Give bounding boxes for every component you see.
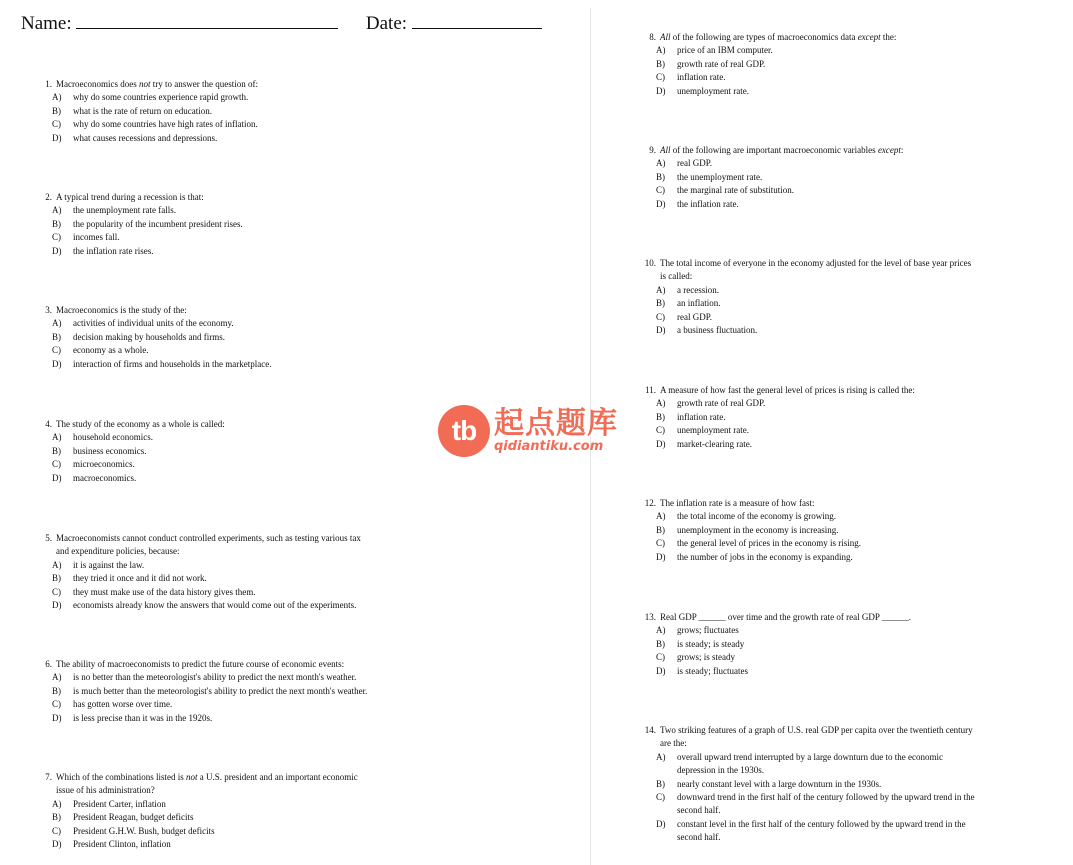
question-13 (637, 611, 911, 678)
option-text: the total income of the economy is growing. (677, 511, 836, 522)
answer-option-d (52, 712, 367, 725)
option-letter: C) (656, 792, 665, 803)
answer-option-a (656, 44, 896, 57)
question-number: 5. (45, 533, 52, 543)
question-stem (642, 31, 896, 44)
option-letter: B) (52, 685, 61, 696)
question-text: The study of the economy as a whole is called: (56, 419, 225, 429)
answer-option-c (656, 71, 896, 84)
option-text: constant level in the first half of the century followed by the upward trend in the second half. (677, 818, 966, 843)
option-letter: A) (656, 45, 666, 56)
answer-option-c (656, 791, 975, 818)
question-stem (38, 532, 361, 559)
answer-option-c (52, 825, 358, 838)
answer-option-d (52, 838, 358, 851)
option-letter: D) (52, 132, 62, 143)
option-letter: B) (52, 331, 61, 342)
watermark-logo: tb (438, 405, 490, 457)
option-letter: A) (52, 205, 62, 216)
option-letter: A) (52, 318, 62, 329)
option-letter: C) (52, 345, 61, 356)
answer-option-a (656, 510, 861, 523)
option-letter: D) (52, 712, 62, 723)
question-stem (38, 771, 358, 798)
name-blank (76, 8, 338, 29)
question-text: All of the following are important macroeconomic variables except: (660, 145, 904, 155)
option-text: price of an IBM computer. (677, 45, 773, 56)
option-letter: D) (656, 551, 666, 562)
answer-option-b (656, 297, 971, 310)
question-number: 7. (45, 772, 52, 782)
option-text: market-clearing rate. (677, 438, 752, 449)
question-number: 4. (45, 419, 52, 429)
option-text: incomes fall. (73, 232, 120, 243)
option-letter: C) (656, 652, 665, 663)
option-text: is no better than the meteorologist's ability to predict the next month's weather. (73, 672, 357, 683)
question-text: The ability of macroeconomists to predict the future course of economic events: (56, 659, 345, 669)
option-text: the marginal rate of substitution. (677, 185, 795, 196)
option-letter: B) (52, 445, 61, 456)
option-text: President Reagan, budget deficits (73, 812, 194, 823)
option-letter: B) (52, 812, 61, 823)
answer-option-d (656, 324, 971, 337)
answer-option-a (656, 751, 975, 778)
option-text: the unemployment rate falls. (73, 205, 176, 216)
option-text: President Carter, inflation (73, 798, 166, 809)
answer-option-d (656, 198, 903, 211)
answer-option-d (656, 85, 896, 98)
answer-option-c (656, 184, 903, 197)
option-letter: C) (656, 311, 665, 322)
answer-option-b (656, 778, 975, 791)
question-stem (642, 144, 903, 157)
answer-option-a (52, 431, 225, 444)
option-text: why do some countries experience rapid growth. (73, 92, 249, 103)
answer-option-d (52, 358, 271, 371)
answer-option-c (656, 537, 861, 550)
answer-option-b (656, 524, 861, 537)
answer-option-c (52, 698, 367, 711)
question-stem (637, 497, 861, 510)
option-text: why do some countries have high rates of inflation. (73, 119, 258, 130)
answer-option-a (656, 284, 971, 297)
question-5 (38, 532, 361, 612)
watermark-cn-text: 起点题库 (494, 406, 618, 441)
answer-option-b (656, 638, 911, 651)
option-text: growth rate of real GDP. (677, 398, 766, 409)
option-letter: C) (52, 586, 61, 597)
answer-option-c (52, 586, 361, 599)
option-letter: B) (52, 105, 61, 116)
option-letter: D) (656, 818, 666, 829)
option-letter: D) (656, 665, 666, 676)
answer-option-d (52, 132, 258, 145)
option-letter: D) (656, 325, 666, 336)
option-letter: D) (52, 245, 62, 256)
option-letter: A) (656, 751, 666, 762)
option-text: the unemployment rate. (677, 171, 763, 182)
question-text: All of the following are types of macroeconomics data except the: (660, 32, 897, 42)
answer-option-c (656, 424, 915, 437)
option-letter: C) (52, 459, 61, 470)
question-number: 13. (644, 612, 656, 622)
answer-option-c (52, 458, 225, 471)
option-text: inflation rate. (677, 72, 726, 83)
option-letter: D) (52, 358, 62, 369)
answer-option-c (52, 231, 243, 244)
option-text: it is against the law. (73, 559, 145, 570)
answer-option-b (52, 685, 367, 698)
option-text: economists already know the answers that would come out of the experiments. (73, 600, 357, 611)
question-text: Macroeconomics does not try to answer the question of: (56, 79, 258, 89)
question-6 (38, 658, 367, 725)
option-letter: A) (656, 284, 666, 295)
question-11 (637, 384, 915, 451)
answer-option-a (52, 91, 258, 104)
option-text: economy as a whole. (73, 345, 149, 356)
option-letter: B) (656, 171, 665, 182)
option-letter: C) (656, 425, 665, 436)
answer-option-a (656, 157, 903, 170)
answer-option-d (52, 472, 225, 485)
watermark-en-text: qidiantiku.com (494, 439, 604, 454)
option-letter: A) (52, 432, 62, 443)
option-text: interaction of firms and households in the marketplace. (73, 358, 272, 369)
question-text: Macroeconomists cannot conduct controlled experiments, such as testing various tax and expenditure policies, because: (56, 533, 361, 557)
answer-option-b (656, 58, 896, 71)
option-letter: B) (52, 573, 61, 584)
question-8 (642, 31, 896, 98)
option-letter: A) (52, 798, 62, 809)
option-letter: C) (656, 72, 665, 83)
answer-option-b (52, 331, 271, 344)
option-text: the popularity of the incumbent president rises. (73, 218, 243, 229)
option-letter: C) (656, 538, 665, 549)
option-text: macroeconomics. (73, 472, 137, 483)
option-letter: C) (656, 185, 665, 196)
option-letter: B) (656, 778, 665, 789)
question-2 (38, 191, 243, 258)
watermark (438, 405, 618, 457)
answer-option-c (52, 118, 258, 131)
question-stem (637, 611, 911, 624)
option-text: inflation rate. (677, 411, 726, 422)
option-text: real GDP. (677, 311, 712, 322)
option-text: is steady; fluctuates (677, 665, 748, 676)
question-text: A measure of how fast the general level of prices is rising is called the: (660, 385, 915, 395)
answer-option-d (656, 665, 911, 678)
option-letter: A) (656, 158, 666, 169)
option-text: grows; is steady (677, 652, 735, 663)
option-letter: B) (656, 524, 665, 535)
option-text: household economics. (73, 432, 153, 443)
option-letter: B) (656, 411, 665, 422)
option-letter: C) (52, 232, 61, 243)
question-text: Two striking features of a graph of U.S. real GDP per capita over the twentieth century are the: (660, 725, 973, 749)
answer-option-d (52, 245, 243, 258)
option-text: unemployment in the economy is increasing. (677, 524, 839, 535)
option-text: microeconomics. (73, 459, 135, 470)
option-text: the general level of prices in the economy is rising. (677, 538, 861, 549)
option-letter: B) (656, 638, 665, 649)
answer-option-b (656, 411, 915, 424)
option-letter: A) (656, 625, 666, 636)
question-number: 14. (644, 725, 656, 735)
option-letter: C) (52, 699, 61, 710)
answer-option-b (656, 171, 903, 184)
answer-option-a (656, 397, 915, 410)
question-number: 6. (45, 659, 52, 669)
question-stem (38, 658, 367, 671)
option-text: is much better than the meteorologist's ability to predict the next month's weather. (73, 685, 368, 696)
question-9 (642, 144, 903, 211)
option-text: business economics. (73, 445, 147, 456)
option-text: unemployment rate. (677, 425, 749, 436)
option-text: they tried it once and it did not work. (73, 573, 207, 584)
question-stem (38, 304, 271, 317)
option-text: a recession. (677, 284, 719, 295)
option-text: what is the rate of return on education. (73, 105, 212, 116)
option-text: nearly constant level with a large downturn in the 1930s. (677, 778, 882, 789)
option-letter: D) (656, 198, 666, 209)
option-text: President G.H.W. Bush, budget deficits (73, 825, 215, 836)
question-stem (38, 78, 258, 91)
date-blank (412, 8, 542, 29)
option-text: an inflation. (677, 298, 721, 309)
question-text: The total income of everyone in the economy adjusted for the level of base year prices is called: (660, 258, 972, 282)
option-text: President Clinton, inflation (73, 839, 171, 850)
answer-option-a (52, 204, 243, 217)
option-text: they must make use of the data history gives them. (73, 586, 256, 597)
worksheet-header (21, 8, 542, 35)
question-number: 12. (644, 498, 656, 508)
answer-option-b (52, 218, 243, 231)
question-12 (637, 497, 861, 564)
answer-option-a (52, 559, 361, 572)
question-number: 3. (45, 305, 52, 315)
question-text: A typical trend during a recession is that: (56, 192, 204, 202)
answer-option-c (52, 344, 271, 357)
option-text: the number of jobs in the economy is expanding. (677, 551, 853, 562)
question-1 (38, 78, 258, 145)
question-number: 10. (644, 258, 656, 268)
question-14 (637, 724, 975, 845)
option-text: the inflation rate. (677, 198, 739, 209)
question-number: 11. (645, 385, 656, 395)
question-3 (38, 304, 271, 371)
answer-option-a (52, 317, 271, 330)
name-label: Name: (21, 13, 72, 34)
option-letter: A) (52, 559, 62, 570)
answer-option-d (656, 551, 861, 564)
answer-option-b (52, 811, 358, 824)
question-stem (637, 257, 971, 284)
question-stem (38, 191, 243, 204)
option-text: grows; fluctuates (677, 625, 739, 636)
answer-option-b (52, 105, 258, 118)
question-stem (637, 724, 975, 751)
answer-option-b (52, 572, 361, 585)
question-number: 2. (45, 192, 52, 202)
answer-option-d (656, 818, 975, 845)
question-text: Which of the combinations listed is not a U.S. president and an important economic issue of his administration? (56, 772, 358, 796)
question-text: Real GDP ______ over time and the growth rate of real GDP ______. (660, 612, 912, 622)
option-letter: D) (656, 438, 666, 449)
option-text: decision making by households and firms. (73, 331, 225, 342)
option-text: real GDP. (677, 158, 712, 169)
option-text: unemployment rate. (677, 85, 749, 96)
option-text: a business fluctuation. (677, 325, 758, 336)
option-letter: D) (52, 839, 62, 850)
question-4 (38, 418, 225, 485)
option-text: what causes recessions and depressions. (73, 132, 218, 143)
question-text: Macroeconomics is the study of the: (56, 305, 187, 315)
option-letter: D) (52, 472, 62, 483)
option-letter: C) (52, 119, 61, 130)
answer-option-a (656, 624, 911, 637)
option-letter: B) (656, 298, 665, 309)
answer-option-a (52, 671, 367, 684)
option-letter: A) (656, 511, 666, 522)
question-7 (38, 771, 358, 851)
option-letter: B) (656, 58, 665, 69)
question-10 (637, 257, 971, 337)
answer-option-c (656, 311, 971, 324)
option-text: the inflation rate rises. (73, 245, 154, 256)
option-text: downward trend in the first half of the century followed by the upward trend in the second half. (677, 792, 975, 816)
option-letter: B) (52, 218, 61, 229)
question-number: 8. (649, 32, 656, 42)
answer-option-a (52, 798, 358, 811)
date-label: Date: (365, 13, 408, 34)
option-text: is steady; is steady (677, 638, 745, 649)
answer-option-b (52, 445, 225, 458)
option-letter: A) (52, 672, 62, 683)
option-text: is less precise than it was in the 1920s. (73, 712, 213, 723)
option-letter: A) (656, 398, 666, 409)
option-text: growth rate of real GDP. (677, 58, 766, 69)
option-text: overall upward trend interrupted by a large downturn due to the economic depression in the 1930s. (677, 751, 943, 776)
option-letter: C) (52, 825, 61, 836)
question-number: 9. (649, 145, 656, 155)
answer-option-d (656, 438, 915, 451)
answer-option-c (656, 651, 911, 664)
answer-option-d (52, 599, 361, 612)
question-number: 1. (45, 79, 52, 89)
option-text: has gotten worse over time. (73, 699, 173, 710)
option-letter: D) (656, 85, 666, 96)
option-letter: D) (52, 600, 62, 611)
option-text: activities of individual units of the economy. (73, 318, 234, 329)
question-stem (637, 384, 915, 397)
option-letter: A) (52, 92, 62, 103)
question-stem (38, 418, 225, 431)
question-text: The inflation rate is a measure of how fast: (660, 498, 815, 508)
